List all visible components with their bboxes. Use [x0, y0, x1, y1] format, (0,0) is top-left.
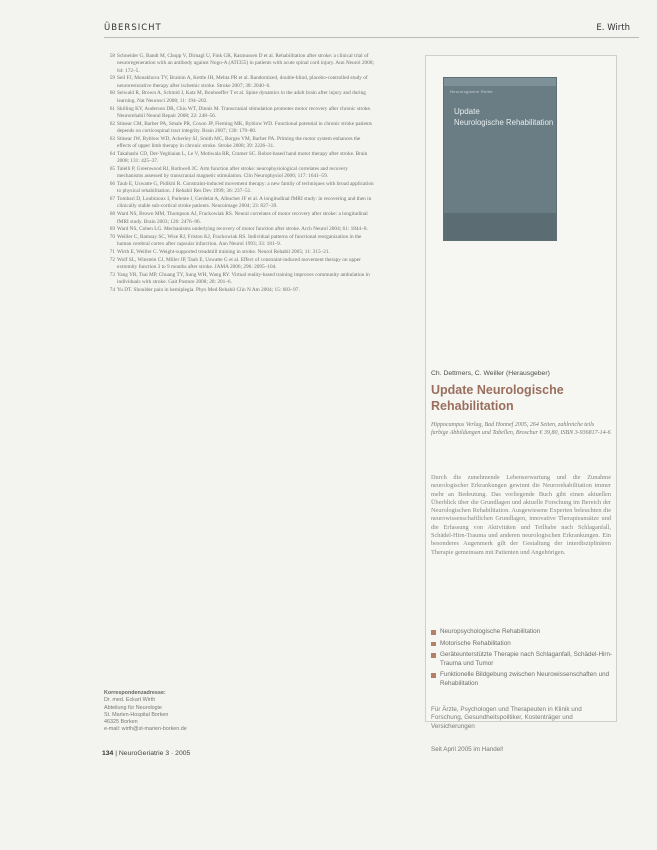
topic-text: Funktionelle Bildgebung zwischen Neurowissenschaften und Rehabilitation: [440, 671, 610, 687]
bullet-square-icon: [431, 642, 436, 647]
bullet-square-icon: [431, 673, 436, 678]
reference-number: 70: [109, 234, 115, 241]
reference-text: Wolf SL, Winstein CJ, Miller JP, Taub E, Uswatte G et al. Effect of constraint-induced movement therapy on upper extremity function 3 to 9 months after stroke. JAMA 2006; 296: 2095–104.: [117, 257, 361, 271]
reference-item: [104, 75, 374, 90]
reference-item: [104, 121, 374, 136]
book-editors: Ch. Dettmers, C. Weiller (Herausgeber): [431, 370, 550, 377]
reference-text: Wirth E, Weiller C. Weight-supported treadmill training in stroke. Neurol Rehabil 2005; 11: 315–21.: [117, 249, 330, 256]
reference-number: 63: [109, 135, 115, 142]
reference-item: [104, 249, 374, 256]
reference-item: [104, 136, 374, 151]
topic-item: [431, 671, 614, 688]
reference-number: 74: [109, 287, 115, 294]
reference-item: [104, 272, 374, 287]
reference-text: Talelli P, Greenwood RJ, Rothwell JC. Arm function after stroke: neurophysiological correlates and recovery mechanisms assessed by transcranial magnetic stimulation. Clin Neurophysiol 2006; 117: 1641–59.: [117, 165, 348, 180]
reference-item: [104, 196, 374, 211]
reference-number: 59: [109, 75, 115, 82]
reference-item: [104, 226, 374, 233]
topic-text: Motorische Rehabilitation: [440, 639, 511, 647]
reference-item: [104, 53, 374, 75]
reference-number: 65: [109, 165, 115, 172]
page-footer: [102, 750, 190, 757]
reference-number: 67: [109, 196, 115, 203]
reference-text: Weiller C, Ramsay SC, Wise RJ, Friston KJ, Frackowiak RS. Individual patterns of functional reorganization in the human cerebral cortex after capsular infarction. Ann Neurol 1993; 33: 181–9.: [117, 234, 362, 248]
cover-bottom-bar: [444, 213, 556, 240]
correspondence-address: [104, 690, 187, 734]
book-description: Durch die zunehmende Lebenserwartung und die Zunahme neurologischer Erkrankungen gewinnt die Neurorehabilitation immer mehr an Bedeutung. Das vorliegende Buch gibt einen aktuellen Überblick über die Grundlagen und aktuelle Forschung im Bereich der Neurologischen Rehabilitation. Ausgewiesene Experten beleuchten die neurowissenschaftlichen Grundlagen, innovative Therapieansätze und die Erfassung von Aktivitäten und Teilhabe nach Schlaganfall, Schädel-Hirn-Trauma und anderen neurologischen Erkrankungen. Ein besonderes Augenmerk gilt der Gestaltung der interdisziplinären Therapie gemeinsam mit Patienten und Angehörigen.: [431, 474, 611, 556]
topic-text: Geräteunterstützte Therapie nach Schlaganfall, Schädel-Hirn-Trauma und Tumor: [440, 651, 613, 667]
correspondence-heading: Korrespondenzadresse:: [104, 690, 166, 696]
reference-number: 72: [109, 257, 115, 264]
correspondence-line: St. Marien-Hospital Borken: [104, 711, 169, 718]
journal-name: | NeuroGeriatrie 3 · 2005: [115, 750, 191, 757]
reference-text: Skilling KY, Anderson DR, Chiu WT, Dinnis M. Transcranial stimulation promotes motor recovery after chronic stroke. Neurorehabil Neural Repair 2008; 22: 248–56.: [117, 105, 372, 119]
correspondence-email: e-mail: wirth@st-marien-borken.de: [104, 726, 187, 733]
topic-item: [431, 628, 614, 637]
section-label: ÜBERSICHT: [104, 23, 162, 33]
reference-text: Stinear JW, Byblow WD, Ackerley SJ, Smith MC, Borges VM, Barber PA. Priming the motor system enhances the effects of upper limb therapy in chronic stroke. Stroke 2008; 39: 2226–31.: [117, 135, 361, 150]
reference-number: 73: [109, 272, 115, 279]
reference-item: [104, 90, 374, 105]
reference-item: [104, 234, 374, 249]
reference-item: [104, 181, 374, 196]
reference-item: [104, 211, 374, 226]
header-rule: [104, 37, 639, 38]
book-cover-image: [443, 77, 557, 241]
reference-number: 68: [109, 211, 115, 218]
reference-item: [104, 287, 374, 294]
reference-item: [104, 106, 374, 121]
reference-text: Ward NS, Cohen LG. Mechanisms underlying recovery of motor function after stroke. Arch Neurol 2004; 61: 1844–8.: [117, 226, 368, 233]
reference-number: 60: [109, 90, 115, 97]
reference-text: Takahashi CD, Der-Yeghiaian L, Le V, Motiwala RR, Cramer SC. Robot-based hand motor therapy after stroke. Brain 2008; 131: 425–37.: [117, 150, 368, 165]
reference-list: [104, 53, 374, 295]
reference-text: Seiwald R, Brown A, Schmid J, Katz M, Bonhoeffer T et al. Spine dynamics in the adult brain after injury and during learning. Nat Neurosci 2008; 11: 194–202.: [117, 90, 366, 104]
reference-item: [104, 151, 374, 166]
reference-text: Schneider G, Bandt M, Chopp V, Dirnagl U, Fink GR, Rasmussen D et al. Rehabilitation after stroke: a clinical trial of neuroregeneration with an antibody against Nogo-A (ATI355) in patients with acute spinal cord injury. Ann Neurol 2008; 64: 172–5.: [117, 53, 374, 74]
reference-number: 69: [109, 226, 115, 233]
reference-text: Yang YR, Tsai MP, Chuang TY, Sung WH, Wang RY. Virtual reality-based training improves community ambulation in individuals with stroke. Gait Posture 2008; 28: 201–6.: [117, 272, 370, 286]
reference-number: 58: [109, 53, 115, 59]
reference-text: Seil FJ, Monakhova TV, Brainin A, Kettle JH, Mehta PR et al. Randomized, double-blind, placebo-controlled study of neurorestorative therapy after ischemic stroke. Stroke 2007; 38: 2040–6.: [117, 75, 368, 89]
bullet-square-icon: [431, 653, 436, 658]
bullet-square-icon: [431, 630, 436, 635]
reference-item: [104, 257, 374, 272]
page-number: 134: [102, 750, 114, 757]
reference-number: 62: [109, 120, 115, 127]
topic-text: Neuropsychologische Rehabilitation: [440, 628, 541, 635]
reference-item: [104, 166, 374, 181]
cover-logo-text: Update: [454, 107, 480, 116]
topic-list: [431, 628, 614, 691]
cover-band: [444, 78, 556, 86]
reference-number: 64: [109, 150, 115, 157]
book-title: Update Neurologische Rehabilitation: [431, 383, 564, 413]
reference-text: Ward NS, Brown MM, Thompson AJ, Frackowiak RS. Neural correlates of motor recovery after stroke: a longitudinal fMRI study. Brain 2003; 126: 2476–96.: [117, 211, 368, 225]
cover-series-label: Neurologische Reihe: [450, 89, 493, 94]
reference-text: Stinear CM, Barber PA, Smale PR, Coxon JP, Fleming MK, Byblow WD. Functional potential in chronic stroke patients depends on corticospinal tract integrity. Brain 2007; 130: 170–80.: [117, 120, 372, 134]
reference-text: Yu DT. Shoulder pain in hemiplegia. Phys Med Rehabil Clin N Am 2004; 15: 683–97.: [117, 287, 300, 294]
reference-number: 61: [109, 105, 115, 112]
target-audience: Für Ärzte, Psychologen und Therapeuten in Klinik und Forschung, Gesundheitspolitiker, Kostenträger und Versicherungen: [431, 706, 582, 730]
publication-info: Hippocampus Verlag, Bad Honnef 2005, 264 Seiten, zahlreiche teils farbige Abbildungen und Tabellen, Broschur € 39,80, ISBN 3-936817-14-6: [431, 422, 611, 436]
topic-item: [431, 651, 614, 668]
reference-text: Tombari D, Loubinoux I, Pariente J, Gerdelat A, Albucher JF et al. A longitudinal fMRI study: in recovering and then in clinically stable sub-cortical stroke patients. Neuroimage 2004; 23: 827–39.: [117, 196, 372, 210]
correspondence-line: 46325 Borken: [104, 719, 138, 726]
reference-number: 66: [109, 181, 115, 188]
reference-number: 71: [109, 249, 115, 256]
page-header: [104, 23, 640, 37]
reference-text: Taub E, Uswatte G, Pidikiti R. Constraint-induced movement therapy: a new family of techniques with broad application to physical rehabilitation. J Rehabil Res Dev 1999; 36: 237–51.: [117, 181, 374, 195]
availability-note: Seit April 2005 im Handel!: [431, 746, 504, 753]
correspondence-line: Abteilung für Neurologie: [104, 704, 162, 711]
running-author: E. Wirth: [596, 23, 630, 33]
cover-title: Neurologische Rehabilitation: [454, 118, 554, 127]
correspondence-line: Dr. med. Eckart Wirth: [104, 697, 156, 704]
topic-item: [431, 640, 614, 649]
